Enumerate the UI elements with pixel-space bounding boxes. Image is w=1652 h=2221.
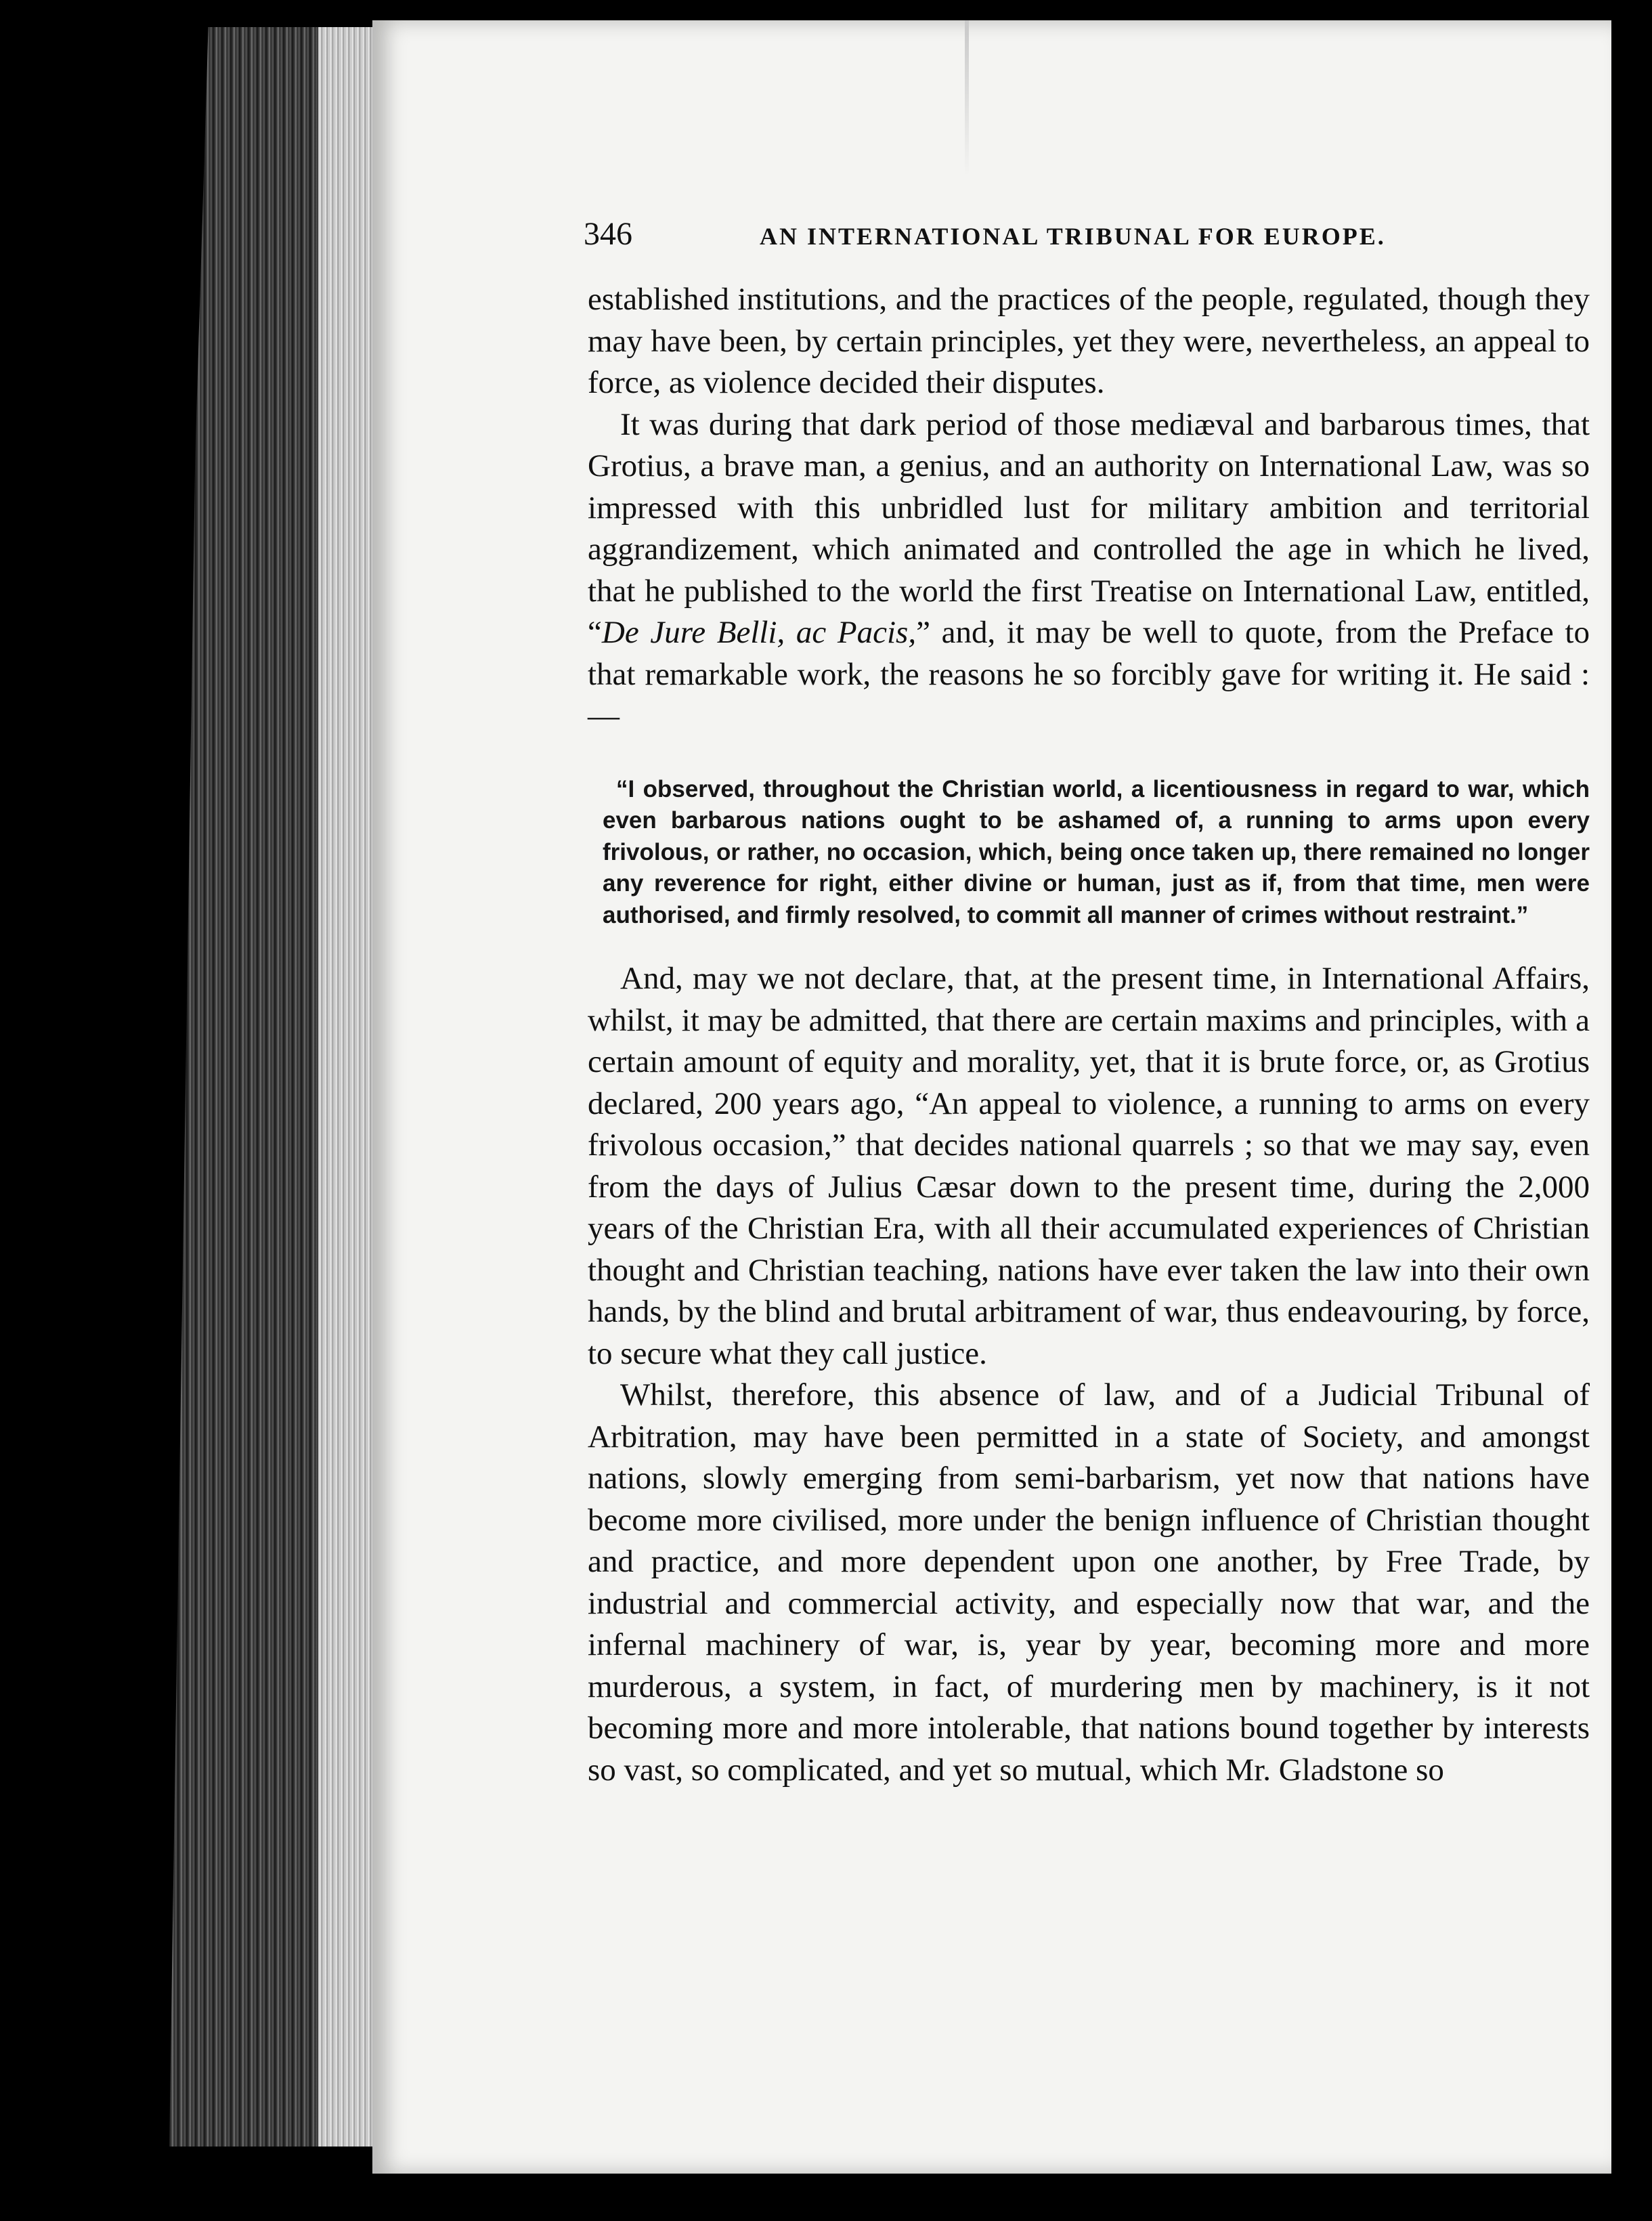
running-head bbox=[584, 215, 1464, 269]
paragraph-1: established institutions, and the practices of the people, regulated, though they may have been, by certain principles, yet they were, nevertheless, an appeal to force, as violence decided their disputes. bbox=[588, 282, 1590, 400]
paragraph-3: And, may we not declare, that, at the present time, in International Affairs, whilst, it may be admitted, that there are certain maxims and principles, with a certain amount of equity and morality, yet, that it is brute force, or, as Grotius declared, 200 years ago, “An appeal to violence, a running to arms on every frivolous occasion,” that decides national quarrels ; so that we may say, even from the days of Julius Cæsar down to the present time, during the 2,000 years of the Christian Era, with all their accumulated experiences of Christian thought and Christian teaching, nations have ever taken the law into their own hands, by the blind and brutal arbitrament of war, thus endeavouring, by force, to secure what they call justice. bbox=[588, 961, 1590, 1371]
paragraph-4: Whilst, therefore, this absence of law, and of a Judicial Tribunal of Arbitration, may have been permitted in a state of Society, and amongst nations, slowly emerging from semi-barbarism, yet now that nations have become more civilised, more under the benign influence of Christian thought and practice, and more dependent upon one another, by Free Trade, by industrial and commercial activity, and especially now that war, and the infernal machinery of war, is, year by year, becoming more and more murderous, a system, in fact, of murdering men by machinery, is it not becoming more and more intolerable, that nations bound together by interests so vast, so complicated, and yet so mutual, which Mr. Gladstone so bbox=[588, 1377, 1590, 1788]
quotation-text: “I observed, throughout the Christian world, a licentiousness in regard to war, which even barbarous nations ought to be ashamed of, a running to arms upon every frivolous, or rather, no occasion, which, being once taken up, there remained no longer any reverence for right, either divine or human, just as if, from that time, men were authorised, and firmly resolved, to commit all manner of crimes without restraint.” bbox=[603, 775, 1590, 928]
paragraph-2-start: It was during that dark period of those mediæval and barbarous times, that Grotius, a brave man, a genius, and an authority on International Law, was so impressed with this unbridled lust for military ambition and territorial aggrandizement, which animated and controlled the age in which he lived, that he published to the world the first Treatise on International Law, entitled, “ bbox=[588, 406, 1590, 650]
page-crease bbox=[965, 20, 969, 176]
page-number: 346 bbox=[584, 216, 632, 252]
paragraph-2 bbox=[588, 404, 1590, 737]
paragraph-2-end: ” and, it may be well to quote, from the Preface to that remarkable work, the reasons he so forcibly gave for writing it. He said :— bbox=[588, 615, 1590, 733]
grotius-quotation bbox=[603, 774, 1590, 932]
book-page-edges-light bbox=[318, 27, 372, 2147]
body-text bbox=[588, 279, 1590, 1791]
running-title: AN INTERNATIONAL TRIBUNAL FOR EUROPE. bbox=[760, 223, 1386, 250]
treatise-title: De Jure Belli, ac Pacis, bbox=[601, 615, 917, 650]
